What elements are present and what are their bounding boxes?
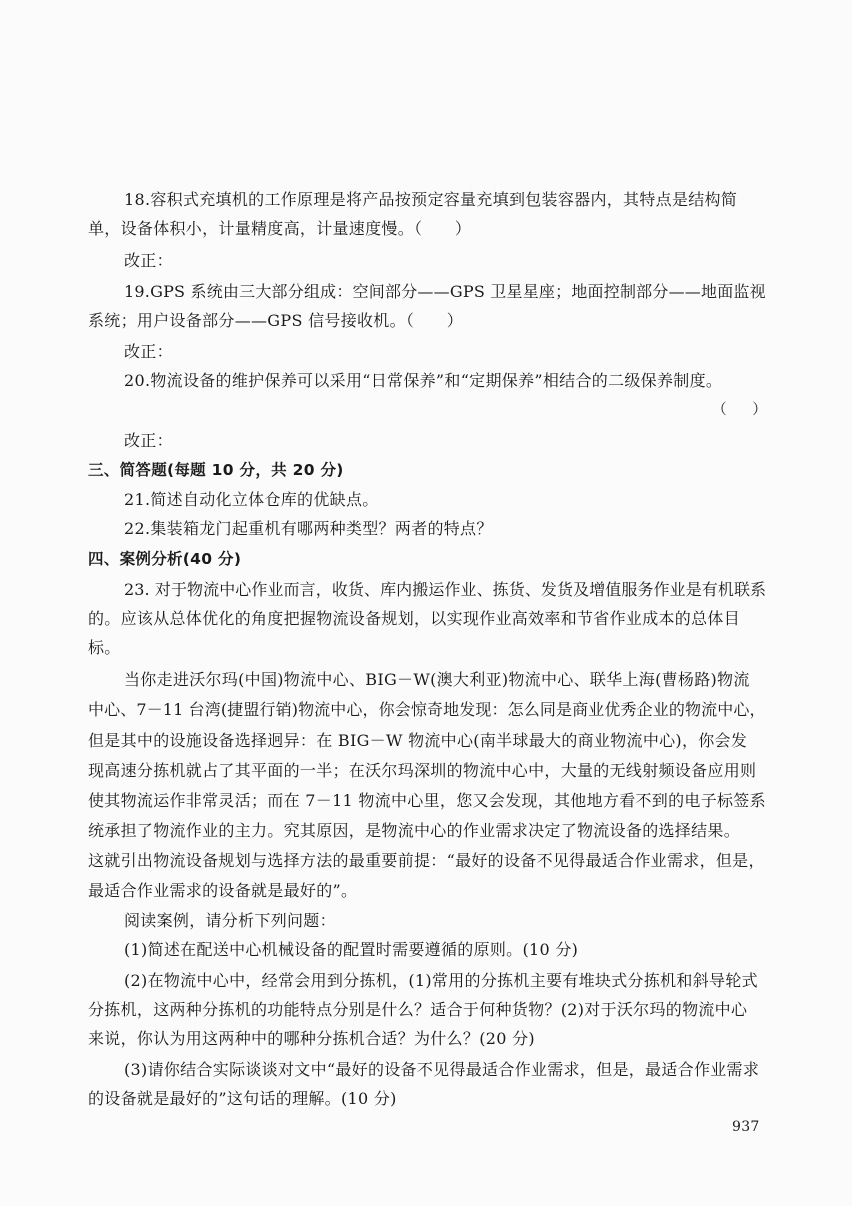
q18-correction: 改正： (124, 251, 173, 270)
case-p2-line-7: 这就引出物流设备规划与选择方法的最重要前提：“最好的设备不见得最适合作业需求，但是， (88, 851, 765, 870)
q19-correction: 改正： (124, 342, 173, 361)
q22: 22.集装箱龙门起重机有哪两种类型？两者的特点？ (124, 519, 493, 538)
q20-answer-paren: （ ） (712, 401, 766, 418)
sub-question-2-line-1: (2)在物流中心中，经常会用到分拣机，(1)常用的分拣机主要有堆块式分拣机和斜导轮式 (124, 971, 758, 990)
q23-p1-line-1: 23. 对于物流中心作业而言，收货、库内搬运作业、拣货、发货及增值服务作业是有机联系 (124, 580, 767, 599)
q18-line-1: 18.容积式充填机的工作原理是将产品按预定容量充填到包装容器内，其特点是结构简 (124, 190, 738, 209)
case-p2-line-3: 但是其中的设施设备选择迥异：在 BIG－W 物流中心(南半球最大的商业物流中心)，你会发 (88, 731, 748, 750)
case-p2-line-8: 最适合作业需求的设备就是最好的”。 (88, 881, 358, 900)
section-4-heading: 四、案例分析(40 分) (88, 550, 242, 568)
q20-line-1: 20.物流设备的维护保养可以采用“日常保养”和“定期保养”相结合的二级保养制度。 (124, 371, 723, 390)
q18-line-2: 单，设备体积小，计量精度高，计量速度慢。（ ） (88, 219, 472, 238)
case-p2-line-1: 当你走进沃尔玛(中国)物流中心、BIG－W(澳大利亚)物流中心、联华上海(曹杨路)物流 (124, 670, 750, 689)
case-p2-line-6: 统承担了物流作业的主力。究其原因，是物流中心的作业需求决定了物流设备的选择结果。 (88, 821, 741, 840)
case-p2-line-5: 使其物流运作非常灵活；而在 7－11 物流中心里，您又会发现，其他地方看不到的电子标签系 (88, 791, 766, 810)
q23-p1-line-3: 标。 (88, 638, 121, 657)
sub-question-3-line-1: (3)请你结合实际谈谈对文中“最好的设备不见得最适合作业需求，但是，最适合作业需求 (124, 1060, 760, 1079)
q20-correction: 改正： (124, 431, 173, 450)
q21: 21.简述自动化立体仓库的优缺点。 (124, 490, 379, 509)
case-prompt: 阅读案例，请分析下列问题： (124, 911, 336, 930)
q23-p1-line-2: 的。应该从总体优化的角度把握物流设备规划，以实现作业高效率和节省作业成本的总体目 (88, 609, 741, 628)
page-number: 937 (732, 1119, 760, 1135)
sub-question-1: (1)简述在配送中心机械设备的配置时需要遵循的原则。(10 分) (124, 940, 579, 959)
sub-question-2-line-3: 来说，你认为用这两种中的哪种分拣机合适？为什么？(20 分) (88, 1029, 535, 1048)
sub-question-3-line-2: 的设备就是最好的”这句话的理解。(10 分) (88, 1089, 397, 1108)
q19-line-1: 19.GPS 系统由三大部分组成：空间部分——GPS 卫星星座；地面控制部分——地面监视 (124, 282, 766, 301)
q19-line-2: 系统；用户设备部分——GPS 信号接收机。（ ） (88, 311, 464, 330)
case-p2-line-2: 中心、7－11 台湾(捷盟行销)物流中心，你会惊奇地发现：怎么同是商业优秀企业的物流中心， (88, 700, 766, 719)
case-p2-line-4: 现高速分拣机就占了其平面的一半；在沃尔玛深圳的物流中心中，大量的无线射频设备应用则 (88, 761, 757, 780)
sub-question-2-line-2: 分拣机，这两种分拣机的功能特点分别是什么？适合于何种货物？(2)对于沃尔玛的物流中心 (88, 1000, 748, 1019)
section-3-heading: 三、简答题(每题 10 分，共 20 分) (88, 461, 344, 479)
